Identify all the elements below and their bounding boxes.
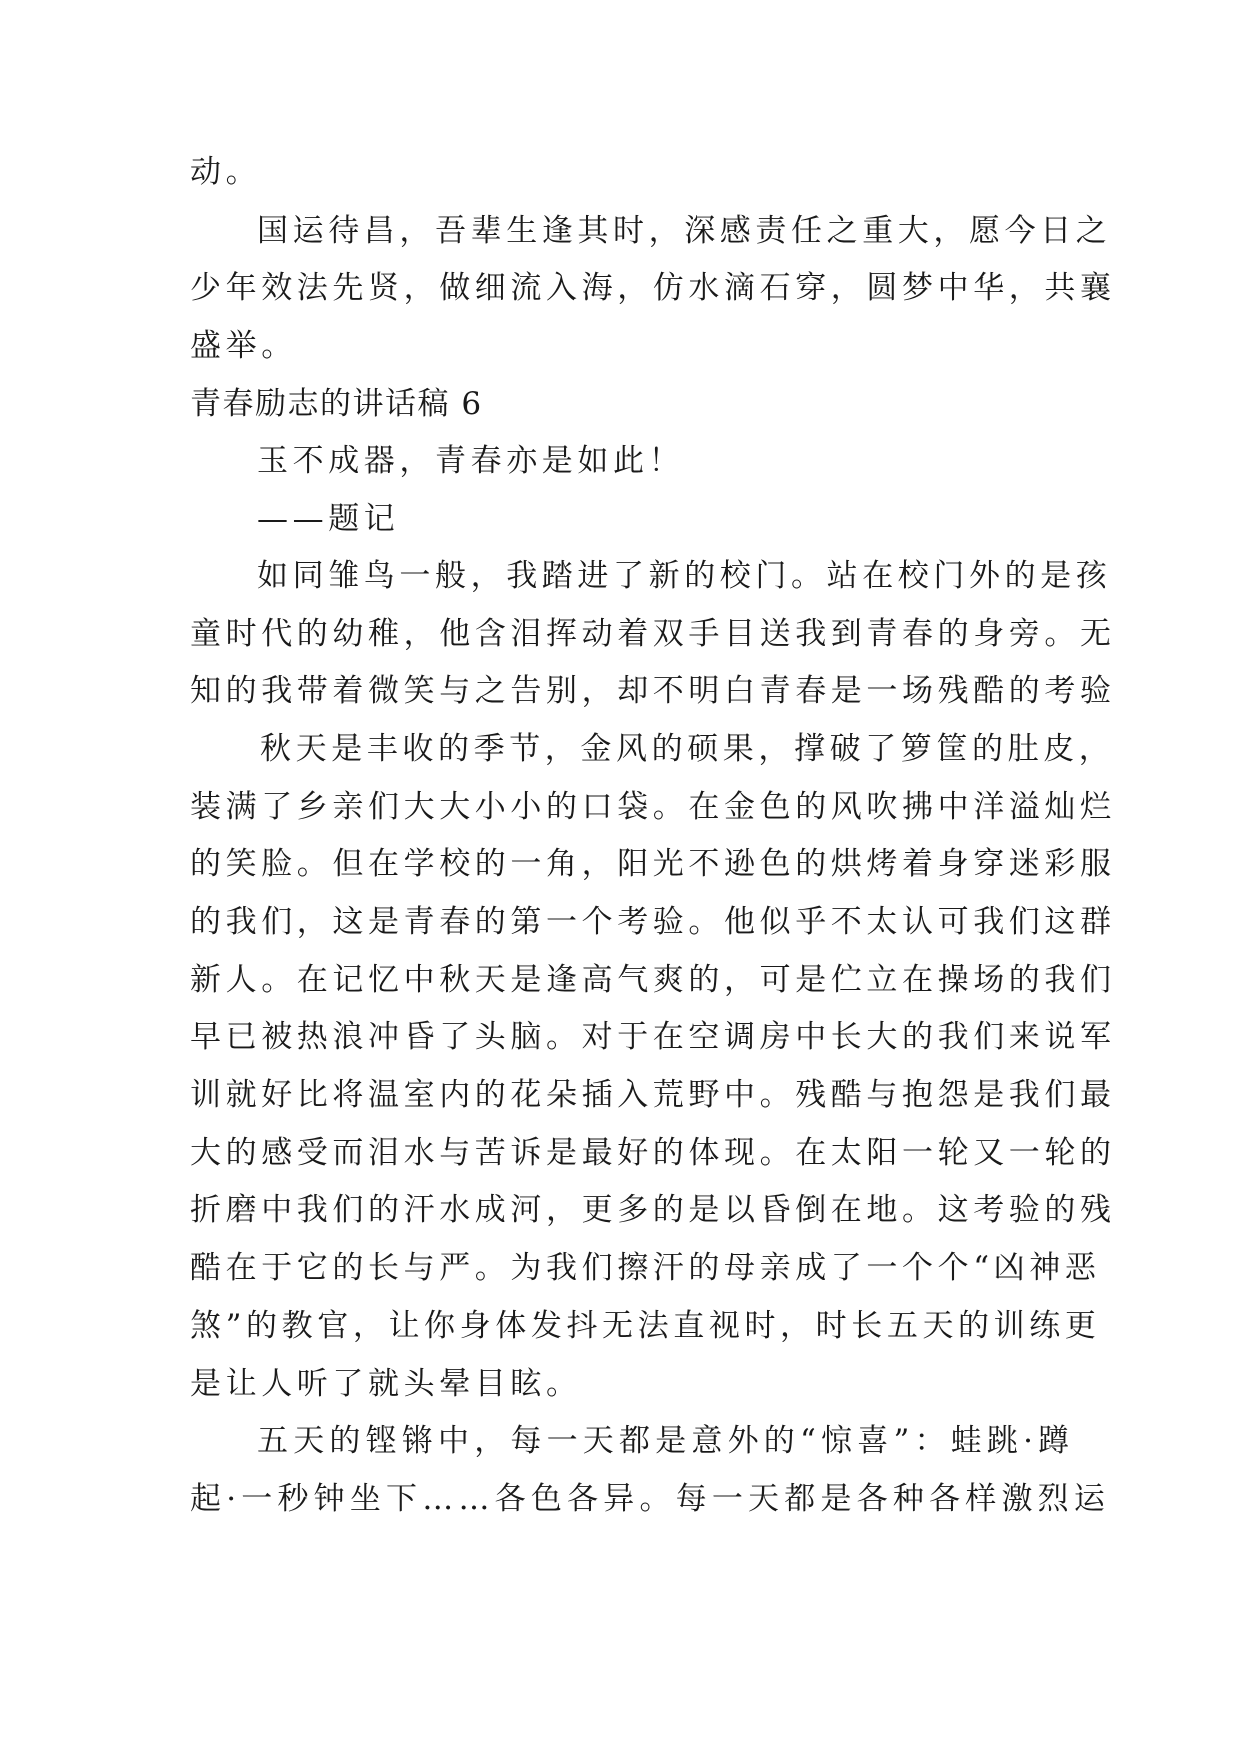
text-line: 五天的铿锵中，每一天都是意外的“惊喜”：蛙跳·蹲	[257, 1423, 1075, 1459]
text-line: 训就好比将温室内的花朵插入荒野中。残酷与抱怨是我们最	[190, 1077, 1116, 1113]
text-line: 盛举。	[190, 328, 297, 364]
text-line: ——题记	[257, 501, 400, 537]
text-line: 新人。在记忆中秋天是逢高气爽的，可是伫立在操场的我们	[190, 962, 1116, 998]
text-line: 童时代的幼稚，他含泪挥动着双手目送我到青春的身旁。无	[190, 616, 1116, 652]
text-line: 装满了乡亲们大大小小的口袋。在金色的风吹拂中洋溢灿烂	[190, 789, 1116, 825]
text-line: 秋天是丰收的季节，金风的硕果，撑破了箩筐的肚皮，	[260, 731, 1115, 767]
text-line: 酷在于它的长与严。为我们擦汗的母亲成了一个个“凶神恶	[190, 1250, 1101, 1286]
text-line: 是让人听了就头晕目眩。	[190, 1366, 582, 1402]
text-line: 折磨中我们的汗水成河，更多的是以昏倒在地。这考验的残	[190, 1192, 1116, 1228]
text-line: 少年效法先贤，做细流入海，仿水滴石穿，圆梦中华，共襄	[190, 270, 1116, 306]
text-line: 起·一秒钟坐下……各色各异。每一天都是各种各样激烈运	[190, 1481, 1111, 1517]
text-line: 知的我带着微笑与之告别，却不明白青春是一场残酷的考验	[190, 673, 1116, 709]
text-line: 早已被热浪冲昏了头脑。对于在空调房中长大的我们来说军	[190, 1019, 1116, 1055]
text-line: 的我们，这是青春的第一个考验。他似乎不太认可我们这群	[190, 904, 1116, 940]
text-line: 的笑脸。但在学校的一角，阳光不逊色的烘烤着身穿迷彩服	[190, 846, 1116, 882]
text-line: 玉不成器，青春亦是如此！	[257, 443, 685, 479]
text-line: 如同雏鸟一般，我踏进了新的校门。站在校门外的是孩	[257, 558, 1112, 594]
section-heading: 青春励志的讲话稿 6	[190, 386, 483, 422]
text-line: 动。	[190, 154, 262, 190]
text-line: 国运待昌，吾辈生逢其时，深感责任之重大，愿今日之	[257, 213, 1112, 249]
text-line: 大的感受而泪水与苦诉是最好的体现。在太阳一轮又一轮的	[190, 1135, 1116, 1171]
text-line: 煞”的教官，让你身体发抖无法直视时，时长五天的训练更	[190, 1308, 1101, 1344]
